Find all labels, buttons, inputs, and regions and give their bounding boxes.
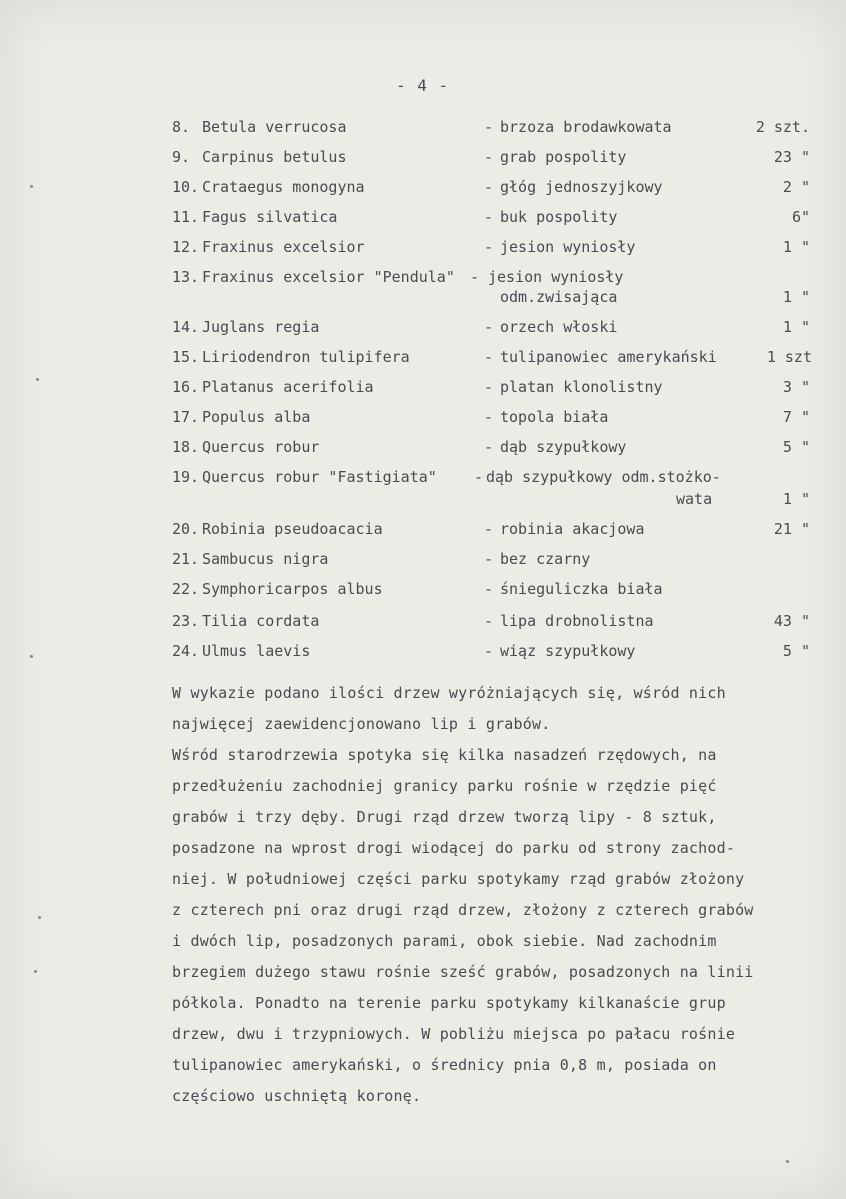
species-number: 17. [172, 408, 200, 426]
dash-separator: - [484, 612, 494, 630]
paragraph-line: W wykazie podano ilości drzew wyróżniających się, wśród nich [172, 684, 726, 702]
scan-speck [38, 916, 41, 919]
species-number: 13. [172, 268, 200, 286]
species-number: 10. [172, 178, 200, 196]
dash-separator: - [484, 580, 494, 598]
dash-separator: - [484, 378, 494, 396]
polish-name-continuation: wata [676, 490, 713, 508]
dash-separator: - [484, 520, 494, 538]
paragraph-line: półkola. Ponadto na terenie parku spotykamy kilkanaście grup [172, 994, 726, 1012]
paragraph-line: i dwóch lip, posadzonych parami, obok siebie. Nad zachodnim [172, 932, 717, 950]
dash-separator: - [474, 468, 484, 486]
latin-name: Ulmus laevis [202, 642, 311, 660]
polish-name: topola biała [500, 408, 609, 426]
quantity: 1 " [782, 490, 810, 508]
quantity: 5 " [782, 642, 810, 660]
paragraph-line: częściowo uschniętą koronę. [172, 1087, 422, 1105]
latin-name: Tilia cordata [202, 612, 320, 630]
latin-name: Fagus silvatica [202, 208, 338, 226]
species-number: 24. [172, 642, 200, 660]
dash-separator: - [484, 208, 494, 226]
paragraph-line: najwięcej zaewidencjonowano lip i grabów. [172, 715, 551, 733]
polish-name: lipa drobnolistna [500, 612, 654, 630]
dash-separator: - [484, 318, 494, 336]
paragraph-line: Wśród starodrzewia spotyka się kilka nasadzeń rzędowych, na [172, 746, 717, 764]
species-number: 23. [172, 612, 200, 630]
polish-name: tulipanowiec amerykański [500, 348, 717, 366]
species-number: 8. [172, 118, 191, 136]
polish-name: jesion wyniosły [488, 268, 624, 286]
species-number: 21. [172, 550, 200, 568]
latin-name: Robinia pseudoacacia [202, 520, 383, 538]
latin-name: Sambucus nigra [202, 550, 329, 568]
dash-separator: - [484, 118, 494, 136]
latin-name: Symphoricarpos albus [202, 580, 383, 598]
dash-separator: - [484, 550, 494, 568]
paragraph-line: brzegiem dużego stawu rośnie sześć grabów, posadzonych na linii [172, 963, 754, 981]
paragraph-line: z czterech pni oraz drugi rząd drzew, złożony z czterech grabów [172, 901, 754, 919]
species-number: 20. [172, 520, 200, 538]
polish-name: wiąz szypułkowy [500, 642, 636, 660]
species-number: 19. [172, 468, 200, 486]
latin-name: Platanus acerifolia [202, 378, 374, 396]
quantity: 1 " [782, 288, 810, 306]
paragraph-line: grabów i trzy dęby. Drugi rząd drzew tworzą lipy - 8 sztuk, [172, 808, 717, 826]
species-number: 15. [172, 348, 200, 366]
polish-name: bez czarny [500, 550, 591, 568]
latin-name: Betula verrucosa [202, 118, 347, 136]
species-number: 16. [172, 378, 200, 396]
dash-separator: - [484, 238, 494, 256]
quantity: 1 " [782, 238, 810, 256]
scan-speck [786, 1160, 789, 1163]
polish-name: śnieguliczka biała [500, 580, 663, 598]
dash-separator: - [484, 438, 494, 456]
species-number: 12. [172, 238, 200, 256]
scan-speck [30, 185, 33, 188]
polish-name: grab pospolity [500, 148, 627, 166]
quantity: 43 " [773, 612, 810, 630]
latin-name: Carpinus betulus [202, 148, 347, 166]
polish-name: jesion wyniosły [500, 238, 636, 256]
paragraph-line: tulipanowiec amerykański, o średnicy pnia 0,8 m, posiada on [172, 1056, 717, 1074]
polish-name: dąb szypułkowy odm.stożko- [486, 468, 721, 486]
paragraph-line: posadzone na wprost drogi wiodącej do parku od strony zachod- [172, 839, 736, 857]
species-number: 9. [172, 148, 191, 166]
quantity: 2 " [782, 178, 810, 196]
species-number: 18. [172, 438, 200, 456]
species-number: 22. [172, 580, 200, 598]
polish-name: robinia akacjowa [500, 520, 645, 538]
latin-name: Juglans regia [202, 318, 320, 336]
polish-name: buk pospolity [500, 208, 618, 226]
scan-speck [34, 970, 37, 973]
quantity: 1 " [782, 318, 810, 336]
quantity: 5 " [782, 438, 810, 456]
polish-name: platan klonolistny [500, 378, 663, 396]
description-paragraph [172, 678, 816, 1112]
species-number: 11. [172, 208, 200, 226]
dash-separator: - [484, 178, 494, 196]
quantity: 21 " [773, 520, 810, 538]
polish-name-continuation: odm.zwisająca [500, 288, 618, 306]
species-number: 14. [172, 318, 200, 336]
latin-name: Liriodendron tulipifera [202, 348, 410, 366]
latin-name: Populus alba [202, 408, 311, 426]
latin-name: Fraxinus excelsior "Pendula" [202, 268, 455, 286]
quantity: 7 " [782, 408, 810, 426]
quantity: 1 szt [766, 348, 812, 366]
paragraph-line: niej. W południowej części parku spotykamy rząd grabów złożony [172, 870, 745, 888]
dash-separator: - [484, 408, 494, 426]
scan-speck [30, 655, 33, 658]
quantity: 23 " [773, 148, 810, 166]
quantity: 6" [791, 208, 810, 226]
latin-name: Fraxinus excelsior [202, 238, 365, 256]
polish-name: dąb szypułkowy [500, 438, 627, 456]
page-number: - 4 - [396, 76, 450, 95]
latin-name: Quercus robur [202, 438, 320, 456]
latin-name: Quercus robur "Fastigiata" [202, 468, 437, 486]
paragraph-line: drzew, dwu i trzypniowych. W pobliżu miejsca po pałacu rośnie [172, 1025, 736, 1043]
polish-name: głóg jednoszyjkowy [500, 178, 663, 196]
dash-separator: - [484, 148, 494, 166]
scan-speck [36, 378, 39, 381]
polish-name: brzoza brodawkowata [500, 118, 672, 136]
quantity: 2 szt. [755, 118, 810, 136]
polish-name: orzech włoski [500, 318, 618, 336]
quantity: 3 " [782, 378, 810, 396]
latin-name: Crataegus monogyna [202, 178, 365, 196]
paragraph-line: przedłużeniu zachodniej granicy parku rośnie w rzędzie pięć [172, 777, 717, 795]
dash-separator: - [484, 642, 494, 660]
dash-separator: - [470, 268, 480, 286]
dash-separator: - [484, 348, 494, 366]
